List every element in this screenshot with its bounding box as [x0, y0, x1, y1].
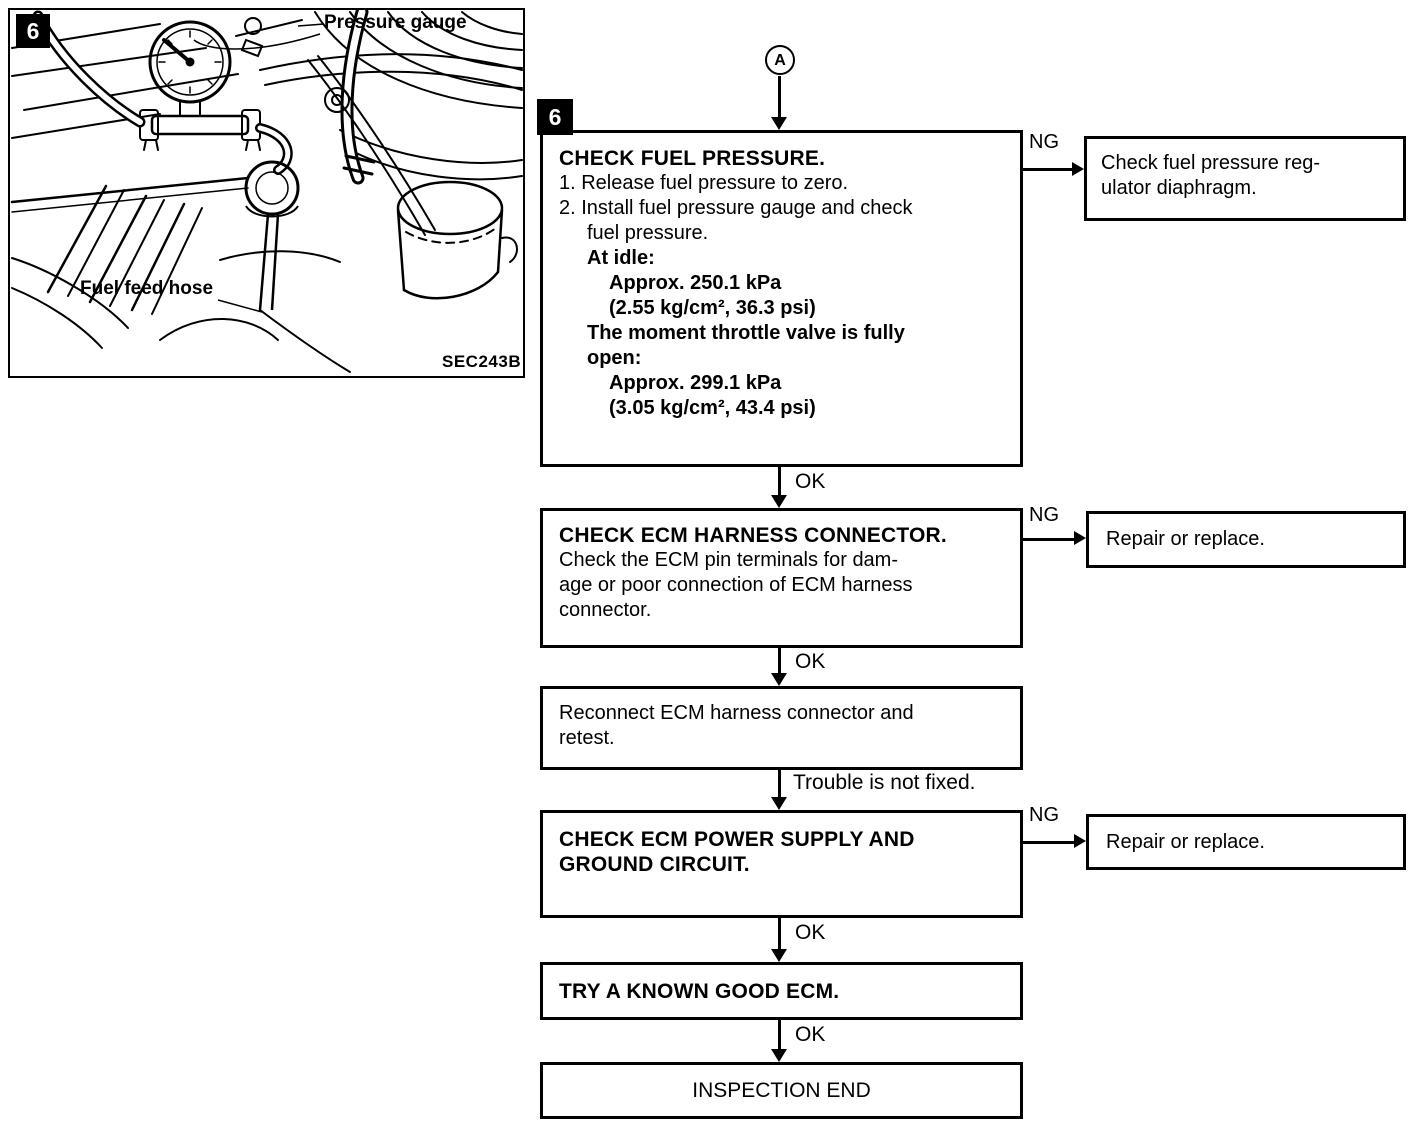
figure-caption: SEC243B: [442, 352, 522, 371]
check-fuel-pressure-line: 1. Release fuel pressure to zero.: [559, 172, 849, 194]
check-ecm-harness-line: connector.: [559, 599, 652, 621]
repair-replace-text: Repair or replace.: [1106, 830, 1265, 853]
ng-arrow-3-head: [1074, 834, 1086, 848]
check-ecm-harness-line: age or poor connection of ECM harness: [559, 574, 913, 596]
engine-background-lines: [12, 12, 522, 179]
check-power-supply-line: CHECK ECM POWER SUPPLY AND: [559, 828, 915, 851]
ng-label-1: NG: [1029, 131, 1059, 153]
leader-lines: [194, 24, 324, 312]
trouble-arrow-line: [778, 770, 781, 797]
check-power-supply-line: GROUND CIRCUIT.: [559, 853, 750, 876]
ok-arrow-4-head: [771, 1049, 787, 1062]
fuel-feed-hose-label: Fuel feed hose: [80, 278, 214, 299]
repair-replace-text: Repair or replace.: [1106, 528, 1265, 550]
ok-label-1: OK: [795, 470, 826, 493]
fuel-pressure-regulator-icon: [246, 162, 298, 310]
ok-arrow-2-line: [778, 648, 781, 673]
connector-a: A: [765, 45, 795, 75]
repair-replace-box-1: [1086, 511, 1406, 568]
ok-arrow-1-head: [771, 495, 787, 508]
check-fuel-pressure-line: (3.05 kg/cm², 43.4 psi): [609, 397, 816, 419]
check-ecm-harness-line: Check the ECM pin terminals for dam-: [559, 549, 899, 571]
check-ecm-harness-title: CHECK ECM HARNESS CONNECTOR.: [559, 524, 947, 547]
inspection-end-text: INSPECTION END: [692, 1079, 871, 1102]
arrow-entry-head: [771, 117, 787, 130]
check-fuel-pressure-line: Approx. 250.1 kPa: [609, 272, 782, 294]
ok-label-4: OK: [795, 1023, 826, 1046]
ng-arrow-3-line: [1023, 841, 1075, 844]
ok-arrow-4-line: [778, 1020, 781, 1049]
ng-label-3: NG: [1029, 804, 1059, 826]
ok-arrow-3-head: [771, 949, 787, 962]
arrow-entry-line: [778, 76, 781, 117]
engine-parts-lines: [12, 18, 517, 372]
engine-line-art: [10, 10, 523, 376]
ng-label-2: NG: [1029, 504, 1059, 526]
step-badge: 6: [537, 99, 573, 135]
ng-arrow-1-head: [1072, 162, 1084, 176]
check-fuel-pressure-title: CHECK FUEL PRESSURE.: [559, 147, 826, 170]
pressure-gauge-icon: [140, 22, 260, 150]
trouble-arrow-head: [771, 797, 787, 810]
trouble-label: Trouble is not fixed.: [793, 771, 976, 794]
check-fuel-pressure-line: Approx. 299.1 kPa: [609, 372, 782, 394]
check-regulator-line: Check fuel pressure reg-: [1101, 152, 1320, 174]
ng-arrow-2-head: [1074, 531, 1086, 545]
ng-arrow-1-line: [1023, 168, 1073, 171]
check-fuel-pressure-line: open:: [587, 347, 642, 369]
check-fuel-pressure-line: 2. Install fuel pressure gauge and check: [559, 197, 913, 219]
check-fuel-pressure-line: The moment throttle valve is fully: [587, 322, 905, 344]
try-good-ecm-box: [540, 962, 1023, 1020]
figure-badge: 6: [16, 14, 50, 48]
reconnect-line: retest.: [559, 727, 615, 749]
reconnect-line: Reconnect ECM harness connector and: [559, 702, 914, 724]
ok-label-3: OK: [795, 921, 826, 944]
check-fuel-pressure-line: (2.55 kg/cm², 36.3 psi): [609, 297, 816, 319]
inspection-end-box: [540, 1062, 1023, 1119]
check-fuel-pressure-line: At idle:: [587, 247, 655, 269]
check-regulator-box: [1084, 136, 1406, 221]
ok-arrow-1-line: [778, 467, 781, 495]
check-fuel-pressure-line: fuel pressure.: [587, 222, 709, 244]
ok-arrow-2-head: [771, 673, 787, 686]
ng-arrow-2-line: [1023, 538, 1075, 541]
check-power-supply-box: [540, 810, 1023, 918]
repair-replace-box-2: [1086, 814, 1406, 870]
check-fuel-pressure-box: [540, 130, 1023, 467]
try-good-ecm-text: TRY A KNOWN GOOD ECM.: [559, 980, 840, 1003]
ok-label-2: OK: [795, 650, 826, 673]
check-ecm-harness-box: [540, 508, 1023, 648]
check-regulator-line: ulator diaphragm.: [1101, 177, 1257, 199]
ok-arrow-3-line: [778, 918, 781, 949]
pressure-gauge-label: Pressure gauge: [324, 12, 467, 33]
engine-illustration: [8, 8, 525, 378]
reconnect-box: [540, 686, 1023, 770]
